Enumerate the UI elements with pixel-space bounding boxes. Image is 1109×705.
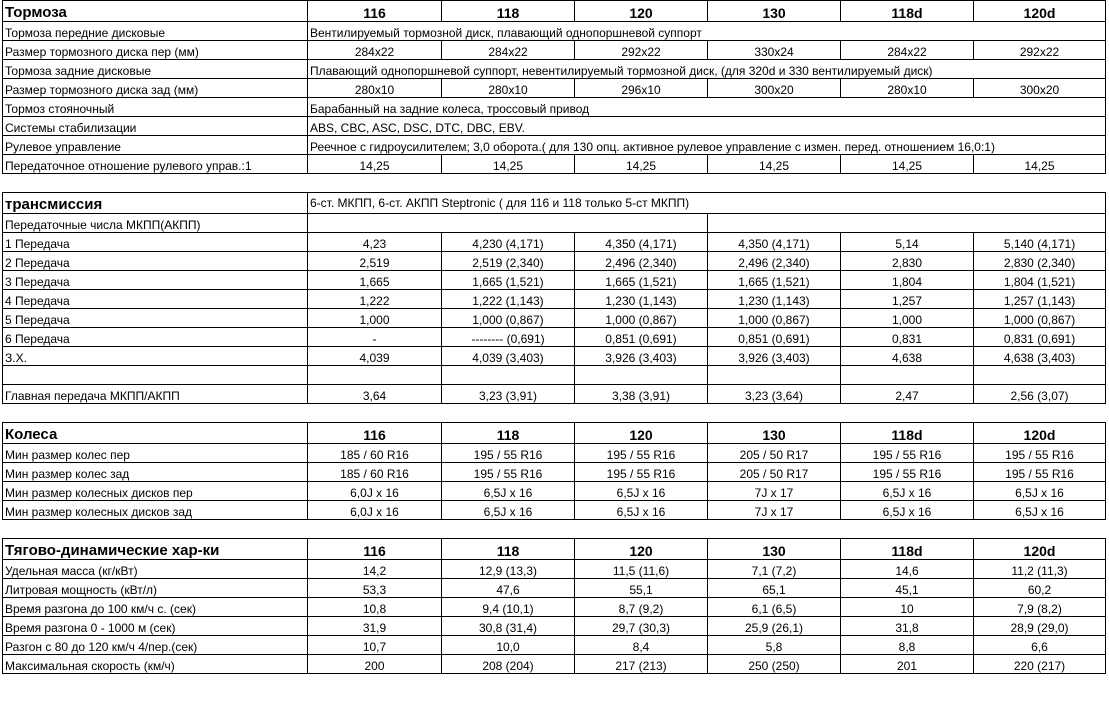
col-header: 118 (442, 1, 575, 22)
cell: 2,830 (2,340) (974, 252, 1106, 271)
cell: 4,350 (4,171) (708, 233, 841, 252)
col-header: 130 (708, 423, 841, 444)
col-header: 116 (308, 423, 442, 444)
cell: 47,6 (442, 579, 575, 598)
cell: 0,851 (0,691) (575, 328, 708, 347)
row-span-text: Барабанный на задние колеса, тросcовый привод (308, 98, 1106, 117)
table-row (3, 233, 1106, 252)
row-label: Максимальная скорость (км/ч) (3, 655, 308, 674)
row-span-text: ABS, CBC, ASC, DSC, DTC, DBC, EBV. (308, 117, 1106, 136)
col-header: 120d (974, 539, 1106, 560)
transmission-subtitle: Передаточные числа МКПП(АКПП) (3, 214, 308, 233)
row-label: Размер тормозного диска зад (мм) (3, 79, 308, 98)
row-label: 6 Передача (3, 328, 308, 347)
cell: 195 / 55 R16 (442, 463, 575, 482)
cell: 6,0J x 16 (308, 501, 442, 520)
cell: 6,5J x 16 (974, 501, 1106, 520)
row-label: Размер тормозного диска пер (мм) (3, 41, 308, 60)
cell: 6,5J x 16 (974, 482, 1106, 501)
col-header: 120d (974, 423, 1106, 444)
cell: 2,830 (841, 252, 974, 271)
col-header: 118d (841, 423, 974, 444)
cell: 7,9 (8,2) (974, 598, 1106, 617)
transmission-note: 6-ст. МКПП, 6-ст. АКПП Steptronic ( для 116 и 118 только 5-ст МКПП) (308, 193, 1106, 214)
row-label: Литровая мощность (кВт/л) (3, 579, 308, 598)
cell: 11,5 (11,6) (575, 560, 708, 579)
cell: 3,38 (3,91) (575, 385, 708, 404)
cell: 5,8 (708, 636, 841, 655)
cell: 296x10 (575, 79, 708, 98)
cell: 280x10 (308, 79, 442, 98)
table-row (3, 309, 1106, 328)
empty-cell (708, 366, 841, 385)
cell: 200 (308, 655, 442, 674)
table-row (3, 117, 1106, 136)
table-row (3, 636, 1106, 655)
table-row (3, 463, 1106, 482)
cell: 4,23 (308, 233, 442, 252)
row-label: Мин размер колесных дисков зад (3, 501, 308, 520)
col-header: 120 (575, 539, 708, 560)
cell: 195 / 55 R16 (974, 463, 1106, 482)
table-row (3, 328, 1106, 347)
col-header: 118d (841, 539, 974, 560)
cell: 1,257 (1,143) (974, 290, 1106, 309)
row-label: Передаточное отношение рулевого управ.:1 (3, 155, 308, 174)
cell: 2,47 (841, 385, 974, 404)
row-label: Время разгона до 100 км/ч с. (сек) (3, 598, 308, 617)
cell: 1,000 (841, 309, 974, 328)
cell: 0,831 (0,691) (974, 328, 1106, 347)
cell: 1,257 (841, 290, 974, 309)
cell: - (308, 328, 442, 347)
table-row (3, 655, 1106, 674)
cell: 6,5J x 16 (442, 501, 575, 520)
row-label: Разгон с 80 до 120 км/ч 4/пер.(сек) (3, 636, 308, 655)
cell: 8,7 (9,2) (575, 598, 708, 617)
cell: 6,5J x 16 (442, 482, 575, 501)
cell: 28,9 (29,0) (974, 617, 1106, 636)
table-row (3, 385, 1106, 404)
row-span-text: Вентилируемый тормозной диск, плавающий однопоршневой суппорт (308, 22, 1106, 41)
cell: -------- (0,691) (442, 328, 575, 347)
cell: 195 / 55 R16 (442, 444, 575, 463)
empty-cell (3, 366, 308, 385)
row-label: 1 Передача (3, 233, 308, 252)
row-label: З.Х. (3, 347, 308, 366)
empty-cell (308, 214, 708, 233)
col-header: 118 (442, 423, 575, 444)
col-header: 118 (442, 539, 575, 560)
cell: 4,638 (841, 347, 974, 366)
col-header: 130 (708, 539, 841, 560)
cell: 8,4 (575, 636, 708, 655)
col-header: 120 (575, 423, 708, 444)
cell: 4,230 (4,171) (442, 233, 575, 252)
cell: 2,519 (2,340) (442, 252, 575, 271)
cell: 6,5J x 16 (841, 501, 974, 520)
cell: 6,6 (974, 636, 1106, 655)
cell: 300x20 (708, 79, 841, 98)
table-row (3, 41, 1106, 60)
cell: 65,1 (708, 579, 841, 598)
cell: 195 / 55 R16 (974, 444, 1106, 463)
cell: 9,4 (10,1) (442, 598, 575, 617)
empty-cell (442, 366, 575, 385)
cell: 10,0 (442, 636, 575, 655)
col-header: 116 (308, 1, 442, 22)
cell: 284x22 (308, 41, 442, 60)
table-row (3, 214, 1106, 233)
cell: 60,2 (974, 579, 1106, 598)
cell: 185 / 60 R16 (308, 444, 442, 463)
section-spacer (2, 174, 1107, 192)
cell: 6,0J x 16 (308, 482, 442, 501)
cell: 7J x 17 (708, 482, 841, 501)
table-row (3, 98, 1106, 117)
cell: 250 (250) (708, 655, 841, 674)
cell: 55,1 (575, 579, 708, 598)
col-header: 120d (974, 1, 1106, 22)
cell: 1,000 (0,867) (974, 309, 1106, 328)
cell: 14,25 (442, 155, 575, 174)
table-row (3, 501, 1106, 520)
cell: 5,14 (841, 233, 974, 252)
cell: 330x24 (708, 41, 841, 60)
dynamics-header-row (3, 539, 1106, 560)
dynamics-table (2, 538, 1106, 674)
cell: 6,5J x 16 (575, 501, 708, 520)
row-label: Мин размер колес зад (3, 463, 308, 482)
brakes-title: Тормоза (3, 1, 308, 22)
brakes-table (2, 0, 1106, 174)
row-label: Мин размер колес пер (3, 444, 308, 463)
transmission-table (2, 192, 1106, 404)
cell: 12,9 (13,3) (442, 560, 575, 579)
col-header: 118d (841, 1, 974, 22)
cell: 201 (841, 655, 974, 674)
table-row (3, 22, 1106, 41)
cell: 10,7 (308, 636, 442, 655)
table-row (3, 252, 1106, 271)
cell: 1,665 (1,521) (442, 271, 575, 290)
row-label: 5 Передача (3, 309, 308, 328)
cell: 1,222 (308, 290, 442, 309)
brakes-header-row (3, 1, 1106, 22)
cell: 7J x 17 (708, 501, 841, 520)
cell: 1,804 (841, 271, 974, 290)
cell: 53,3 (308, 579, 442, 598)
cell: 8,8 (841, 636, 974, 655)
cell: 10 (841, 598, 974, 617)
cell: 2,56 (3,07) (974, 385, 1106, 404)
cell: 300x20 (974, 79, 1106, 98)
cell: 45,1 (841, 579, 974, 598)
row-label: Тормоз стояночный (3, 98, 308, 117)
cell: 284x22 (442, 41, 575, 60)
cell: 0,831 (841, 328, 974, 347)
dynamics-title: Тягово-динамические хар-ки (3, 539, 308, 560)
row-span-text: Плавающий однопоршневой суппорт, невентилируемый тормозной диск, (для 320d и 330 вентилируемый диск) (308, 60, 1106, 79)
cell: 195 / 55 R16 (841, 444, 974, 463)
table-row (3, 155, 1106, 174)
cell: 14,25 (575, 155, 708, 174)
cell: 11,2 (11,3) (974, 560, 1106, 579)
cell: 1,665 (308, 271, 442, 290)
cell: 2,496 (2,340) (708, 252, 841, 271)
spec-sheet (2, 0, 1107, 674)
cell: 1,665 (1,521) (708, 271, 841, 290)
cell: 4,039 (308, 347, 442, 366)
cell: 29,7 (30,3) (575, 617, 708, 636)
cell: 1,230 (1,143) (575, 290, 708, 309)
cell: 31,9 (308, 617, 442, 636)
empty-cell (974, 366, 1106, 385)
table-row (3, 598, 1106, 617)
row-label: Удельная масса (кг/кВт) (3, 560, 308, 579)
cell: 5,140 (4,171) (974, 233, 1106, 252)
table-row (3, 347, 1106, 366)
cell: 30,8 (31,4) (442, 617, 575, 636)
cell: 0,851 (0,691) (708, 328, 841, 347)
table-row (3, 79, 1106, 98)
cell: 1,000 (0,867) (575, 309, 708, 328)
table-row (3, 60, 1106, 79)
cell: 280x10 (841, 79, 974, 98)
table-row (3, 579, 1106, 598)
col-header: 130 (708, 1, 841, 22)
empty-cell (708, 214, 1106, 233)
row-label: Тормоза передние дисковые (3, 22, 308, 41)
cell: 2,496 (2,340) (575, 252, 708, 271)
cell: 31,8 (841, 617, 974, 636)
cell: 1,665 (1,521) (575, 271, 708, 290)
wheels-header-row (3, 423, 1106, 444)
empty-cell (575, 366, 708, 385)
cell: 220 (217) (974, 655, 1106, 674)
cell: 217 (213) (575, 655, 708, 674)
cell: 195 / 55 R16 (575, 444, 708, 463)
cell: 14,6 (841, 560, 974, 579)
cell: 14,2 (308, 560, 442, 579)
cell: 25,9 (26,1) (708, 617, 841, 636)
row-label: Время разгона 0 - 1000 м (сек) (3, 617, 308, 636)
table-row (3, 617, 1106, 636)
transmission-title: трансмиссия (3, 193, 308, 214)
row-span-text: Реечное с гидроусилителем; 3,0 оборота.( для 130 опц. активное рулевое управление с измен. перед. отношением 16,0:1) (308, 136, 1106, 155)
table-row (3, 444, 1106, 463)
row-label: Системы стабилизации (3, 117, 308, 136)
table-row-empty (3, 366, 1106, 385)
wheels-title: Колеса (3, 423, 308, 444)
col-header: 120 (575, 1, 708, 22)
cell: 6,1 (6,5) (708, 598, 841, 617)
cell: 14,25 (841, 155, 974, 174)
cell: 4,039 (3,403) (442, 347, 575, 366)
cell: 7,1 (7,2) (708, 560, 841, 579)
cell: 1,222 (1,143) (442, 290, 575, 309)
section-spacer (2, 404, 1107, 422)
cell: 1,804 (1,521) (974, 271, 1106, 290)
cell: 4,638 (3,403) (974, 347, 1106, 366)
cell: 292x22 (974, 41, 1106, 60)
cell: 1,230 (1,143) (708, 290, 841, 309)
cell: 4,350 (4,171) (575, 233, 708, 252)
cell: 10,8 (308, 598, 442, 617)
table-row (3, 560, 1106, 579)
cell: 1,000 (0,867) (708, 309, 841, 328)
empty-cell (841, 366, 974, 385)
cell: 292x22 (575, 41, 708, 60)
row-label: Рулевое управление (3, 136, 308, 155)
cell: 1,000 (0,867) (442, 309, 575, 328)
cell: 14,25 (708, 155, 841, 174)
row-label: 4 Передача (3, 290, 308, 309)
cell: 280x10 (442, 79, 575, 98)
cell: 6,5J x 16 (841, 482, 974, 501)
table-row (3, 482, 1106, 501)
transmission-header-row (3, 193, 1106, 214)
section-spacer (2, 520, 1107, 538)
row-label: 3 Передача (3, 271, 308, 290)
cell: 1,000 (308, 309, 442, 328)
cell: 2,519 (308, 252, 442, 271)
cell: 3,64 (308, 385, 442, 404)
cell: 205 / 50 R17 (708, 444, 841, 463)
row-label: Мин размер колесных дисков пер (3, 482, 308, 501)
cell: 284x22 (841, 41, 974, 60)
cell: 3,926 (3,403) (708, 347, 841, 366)
empty-cell (308, 366, 442, 385)
cell: 6,5J x 16 (575, 482, 708, 501)
cell: 3,23 (3,91) (442, 385, 575, 404)
cell: 185 / 60 R16 (308, 463, 442, 482)
cell: 208 (204) (442, 655, 575, 674)
wheels-table (2, 422, 1106, 520)
cell: 14,25 (974, 155, 1106, 174)
table-row (3, 290, 1106, 309)
row-label: Тормоза задние дисковые (3, 60, 308, 79)
cell: 3,23 (3,64) (708, 385, 841, 404)
cell: 195 / 55 R16 (575, 463, 708, 482)
row-label: 2 Передача (3, 252, 308, 271)
cell: 14,25 (308, 155, 442, 174)
cell: 3,926 (3,403) (575, 347, 708, 366)
cell: 205 / 50 R17 (708, 463, 841, 482)
table-row (3, 271, 1106, 290)
col-header: 116 (308, 539, 442, 560)
table-row (3, 136, 1106, 155)
cell: 195 / 55 R16 (841, 463, 974, 482)
row-label: Главная передача МКПП/АКПП (3, 385, 308, 404)
